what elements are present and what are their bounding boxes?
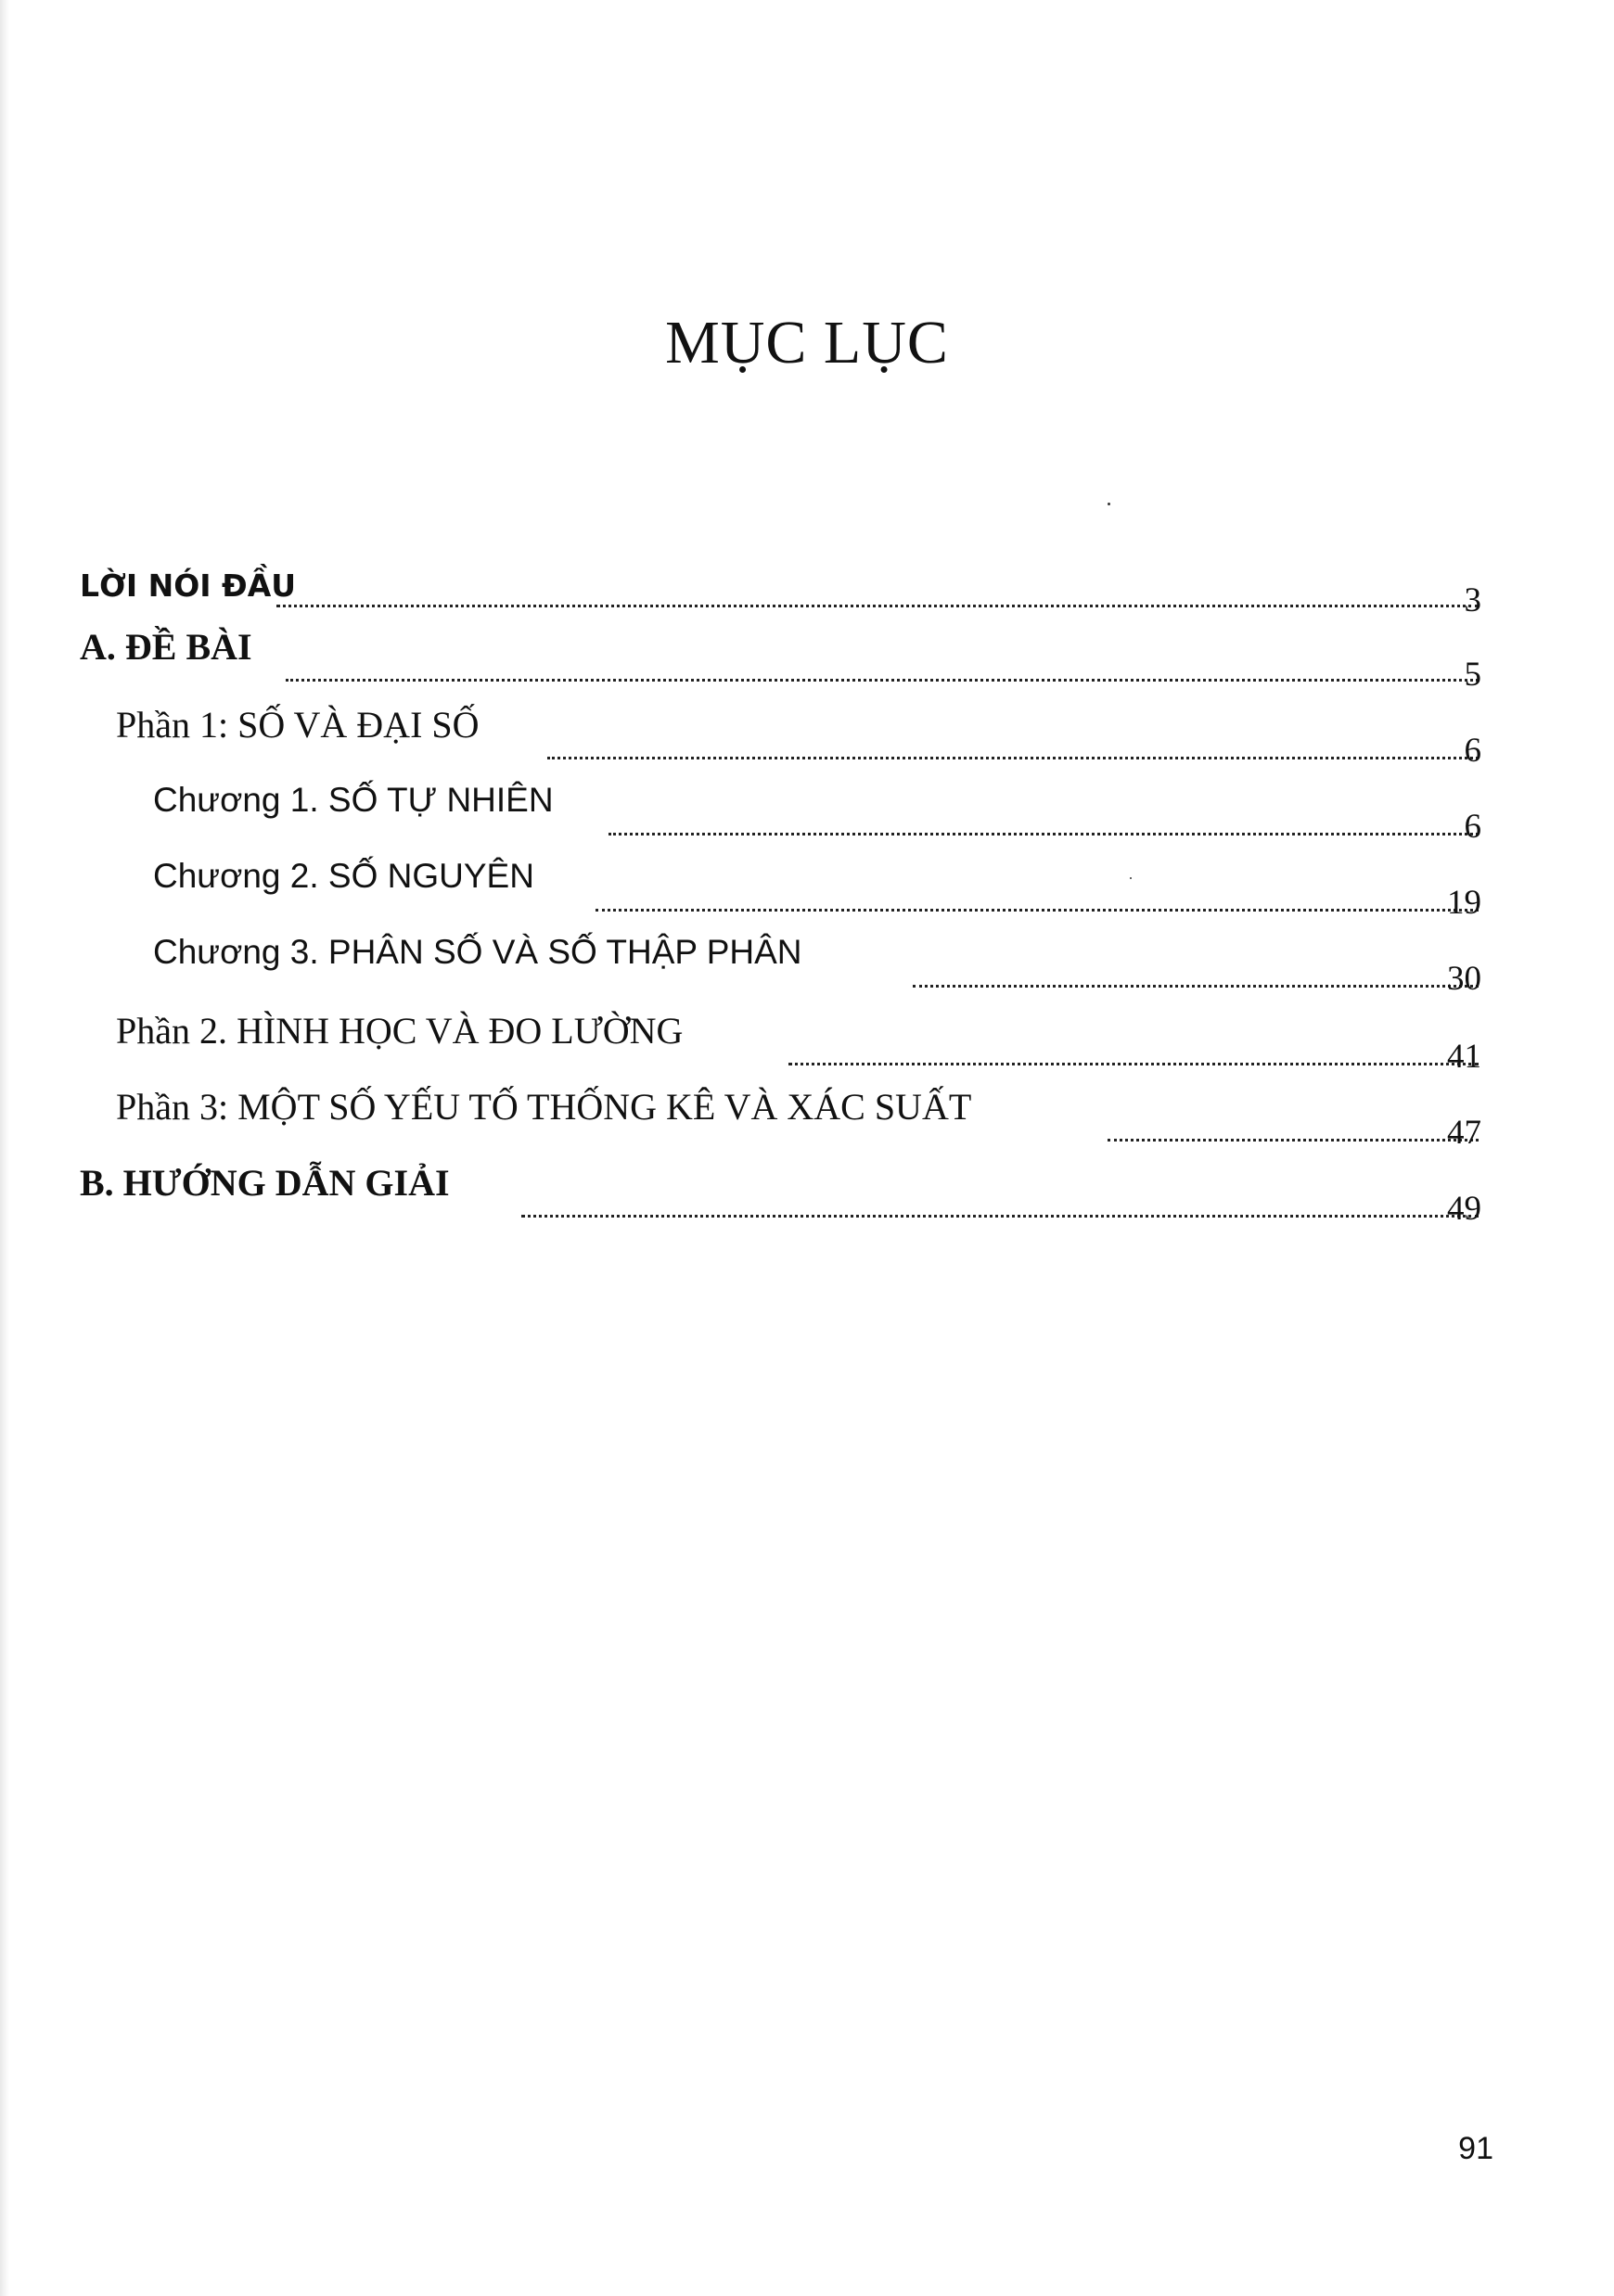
scan-speck <box>1108 503 1110 505</box>
page-title: MỤC LỤC <box>665 309 949 376</box>
toc-entry-page: 30 <box>1447 960 1481 998</box>
toc-entry-page: 19 <box>1447 884 1481 922</box>
toc-entry-label: Chương 1. SỐ TỰ NHIÊN <box>153 781 554 819</box>
toc-entry-label: A. ĐỀ BÀI <box>80 626 252 668</box>
toc-dot-leader <box>596 899 1479 912</box>
toc-dot-leader <box>547 747 1479 759</box>
toc-entry-part-1[interactable] <box>0 703 1614 768</box>
toc-dot-leader <box>1108 1129 1479 1142</box>
toc-entry-label: Phần 1: SỐ VÀ ĐẠI SỐ <box>116 704 480 746</box>
toc-entry-page: 3 <box>1464 581 1481 619</box>
toc-entry-part-3[interactable] <box>0 1085 1614 1150</box>
toc-entry-page: 47 <box>1447 1114 1481 1152</box>
toc-dot-leader <box>608 823 1479 835</box>
toc-entry-chapter-1[interactable] <box>0 781 1614 846</box>
toc-dot-leader <box>286 670 1479 682</box>
toc-entry-label: Chương 2. SỐ NGUYÊN <box>153 857 534 895</box>
toc-entry-chapter-3[interactable] <box>0 933 1614 998</box>
toc-entry-page: 49 <box>1447 1190 1481 1228</box>
toc-entry-label: Phần 2. HÌNH HỌC VÀ ĐO LƯỜNG <box>116 1010 684 1052</box>
page-number: 91 <box>1458 2131 1493 2166</box>
toc-dot-leader <box>913 976 1479 988</box>
toc-entry-section-b[interactable] <box>0 1161 1614 1226</box>
toc-dot-leader <box>521 1205 1479 1218</box>
toc-entry-page: 6 <box>1464 808 1481 846</box>
toc-entry-label: Chương 3. PHÂN SỐ VÀ SỐ THẬP PHÂN <box>153 933 802 971</box>
toc-entry-page: 6 <box>1464 732 1481 770</box>
toc-entry-label: Phần 3: MỘT SỐ YẾU TỐ THỐNG KÊ VÀ XÁC SUẤT <box>116 1086 972 1128</box>
toc-dot-leader <box>276 595 1479 607</box>
toc-entry-part-2[interactable] <box>0 1009 1614 1074</box>
toc-entry-section-a[interactable] <box>0 625 1614 694</box>
toc-entry-page: 41 <box>1447 1038 1481 1076</box>
toc-entry-page: 5 <box>1464 656 1481 694</box>
toc-entry-chapter-2[interactable] <box>0 857 1614 922</box>
toc-entry-label: B. HƯỚNG DẪN GIẢI <box>80 1162 450 1204</box>
toc-entry-label: LỜI NÓI ĐẦU <box>80 568 297 604</box>
toc-dot-leader <box>788 1053 1479 1065</box>
toc-entry-preface[interactable] <box>0 555 1614 619</box>
